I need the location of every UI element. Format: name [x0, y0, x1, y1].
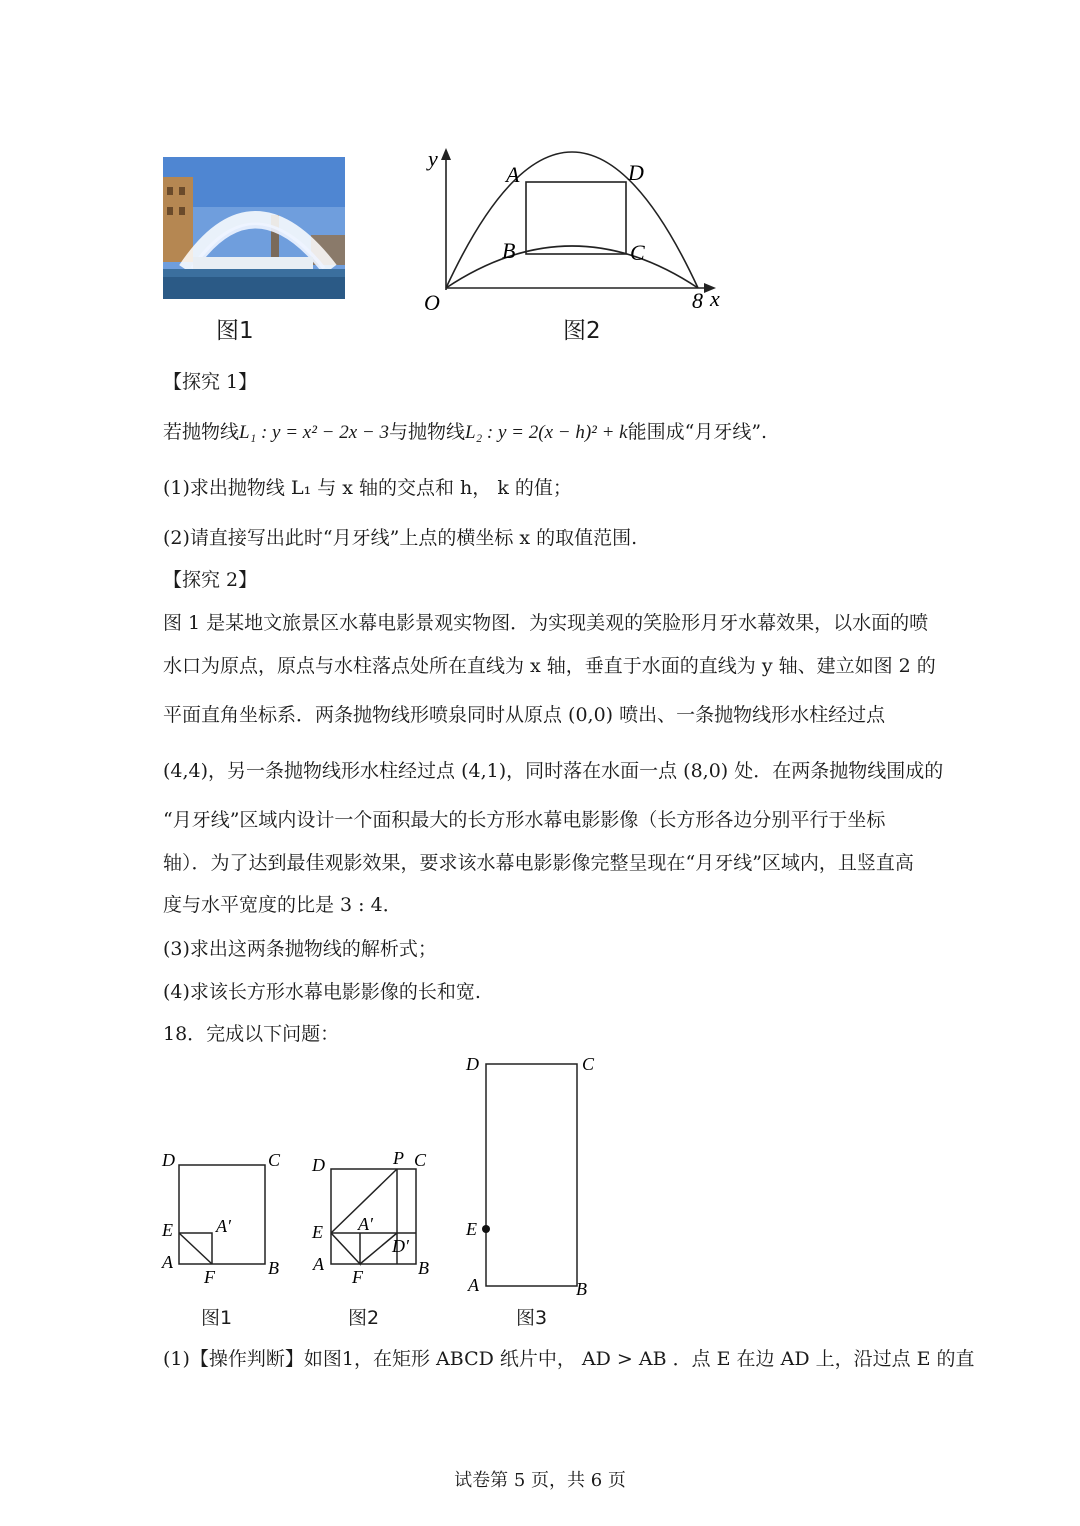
explore2-question-3: (3)求出这两条抛物线的解析式；: [163, 938, 437, 960]
fig1-label-B: B: [268, 1258, 279, 1278]
fountain-photo: [163, 157, 345, 299]
fig1-label-C: C: [268, 1150, 281, 1170]
outer-parabola: [446, 152, 698, 288]
L2-expression: L₂ : y = 2(x − h)² + k: [465, 422, 628, 443]
fig2-label-A: A: [313, 1254, 324, 1274]
problem18-question-1: (1)【操作判断】如图1，在矩形 ABCD 纸片中， AD > AB ．点 E 在边 AD 上，沿过点 E 的直: [163, 1348, 975, 1370]
fig3-label-C: C: [582, 1054, 595, 1074]
fig1-crease: [179, 1233, 212, 1264]
fig1-label-A: A: [162, 1252, 173, 1272]
explore2-question-4: (4)求该长方形水幕电影影像的长和宽.: [163, 981, 481, 1003]
label-x: x: [710, 286, 720, 311]
fig2-label-C: C: [414, 1150, 427, 1170]
fig1-label-E: E: [162, 1220, 173, 1240]
page-footer: 试卷第 5 页，共 6 页: [454, 1470, 626, 1491]
explore2-paragraph-line: 图 1 是某地文旅景区水幕电影景观实物图．为实现美观的笑脸形月牙水幕效果，以水面的喷: [163, 612, 929, 634]
top-fig2-caption: 图2: [563, 318, 601, 344]
fig2-label-A-prime: A′: [358, 1214, 373, 1234]
L1-expression: L₁ : y = x² − 2x − 3: [239, 422, 389, 443]
explore1-heading: 【探究 1】: [163, 371, 258, 393]
parabola-figure: [410, 140, 730, 320]
explore2-paragraph-line: 平面直角坐标系．两条抛物线形喷泉同时从原点 (0,0) 喷出、一条抛物线形水柱经过点: [163, 704, 886, 726]
problem18-figure-3: [460, 1045, 610, 1300]
explore2-paragraph-line: 水口为原点，原点与水柱落点处所在直线为 x 轴，垂直于水面的直线为 y 轴、建立如图 2 的: [163, 655, 936, 677]
top-fig1-caption: 图1: [216, 318, 254, 344]
explore2-heading: 【探究 2】: [163, 569, 258, 591]
explore2-paragraph-line: 度与水平宽度的比是 3 : 4．: [163, 894, 402, 916]
fig2-label-P: P: [393, 1148, 404, 1168]
fig2-folded-square: [331, 1233, 360, 1264]
fountain-illustration: [163, 157, 345, 299]
label-B: B: [502, 238, 516, 263]
fig1-rectangle: [179, 1165, 265, 1264]
fig2-label-B: B: [418, 1258, 429, 1278]
fig3-label-B: B: [576, 1279, 587, 1299]
explore2-paragraph-line: (4,4)，另一条抛物线形水柱经过点 (4,1)，同时落在水面一点 (8,0) 处．在两条抛物线围成的: [163, 760, 944, 782]
fig2-label-E: E: [312, 1222, 323, 1242]
problem18-figure-1: [150, 1140, 290, 1290]
explore1-question-1: (1)求出抛物线 L₁ 与 x 轴的交点和 h， k 的值；: [163, 477, 572, 499]
fig3-label-E: E: [466, 1219, 477, 1239]
fig2-label-D-prime: D′: [392, 1236, 409, 1256]
fig3-label-D: D: [466, 1054, 479, 1074]
fig3-label-A: A: [468, 1275, 479, 1295]
problem18-title: 18．完成以下问题：: [163, 1023, 340, 1045]
problem18-fig3-caption: 图3: [516, 1307, 548, 1329]
label-C: C: [630, 240, 645, 265]
fig3-rectangle: [486, 1064, 577, 1286]
problem18-fig2-caption: 图2: [348, 1307, 380, 1329]
fig1-label-D: D: [162, 1150, 175, 1170]
inner-parabola: [446, 246, 698, 288]
fig2-label-F: F: [352, 1267, 363, 1287]
explore1-intro: 若抛物线L₁ : y = x² − 2x − 3与抛物线L₂ : y = 2(x − h)² + k能围成“月牙线”.: [163, 421, 768, 443]
fig1-label-F: F: [204, 1267, 215, 1287]
explore1-question-2: (2)请直接写出此时“月牙线”上点的横坐标 x 的取值范围.: [163, 527, 638, 549]
fig3-point-E: [482, 1225, 490, 1233]
label-A: A: [506, 162, 520, 187]
fig2-label-D: D: [312, 1155, 325, 1175]
rectangle-abcd: [526, 182, 626, 254]
fig1-label-A-prime: A′: [216, 1216, 231, 1236]
label-origin: O: [424, 290, 440, 315]
label-eight: 8: [692, 288, 703, 313]
explore2-paragraph-line: “月牙线”区域内设计一个面积最大的长方形水幕电影影像（长方形各边分别平行于坐标: [163, 809, 886, 831]
y-axis-arrow: [441, 148, 451, 160]
label-D: D: [628, 160, 644, 185]
label-y: y: [428, 146, 438, 171]
explore2-paragraph-line: 轴）．为了达到最佳观影效果，要求该水幕电影影像完整呈现在“月牙线”区域内，且竖直高: [163, 852, 914, 874]
problem18-fig1-caption: 图1: [201, 1307, 233, 1329]
problem18-figure-2: [300, 1140, 450, 1290]
